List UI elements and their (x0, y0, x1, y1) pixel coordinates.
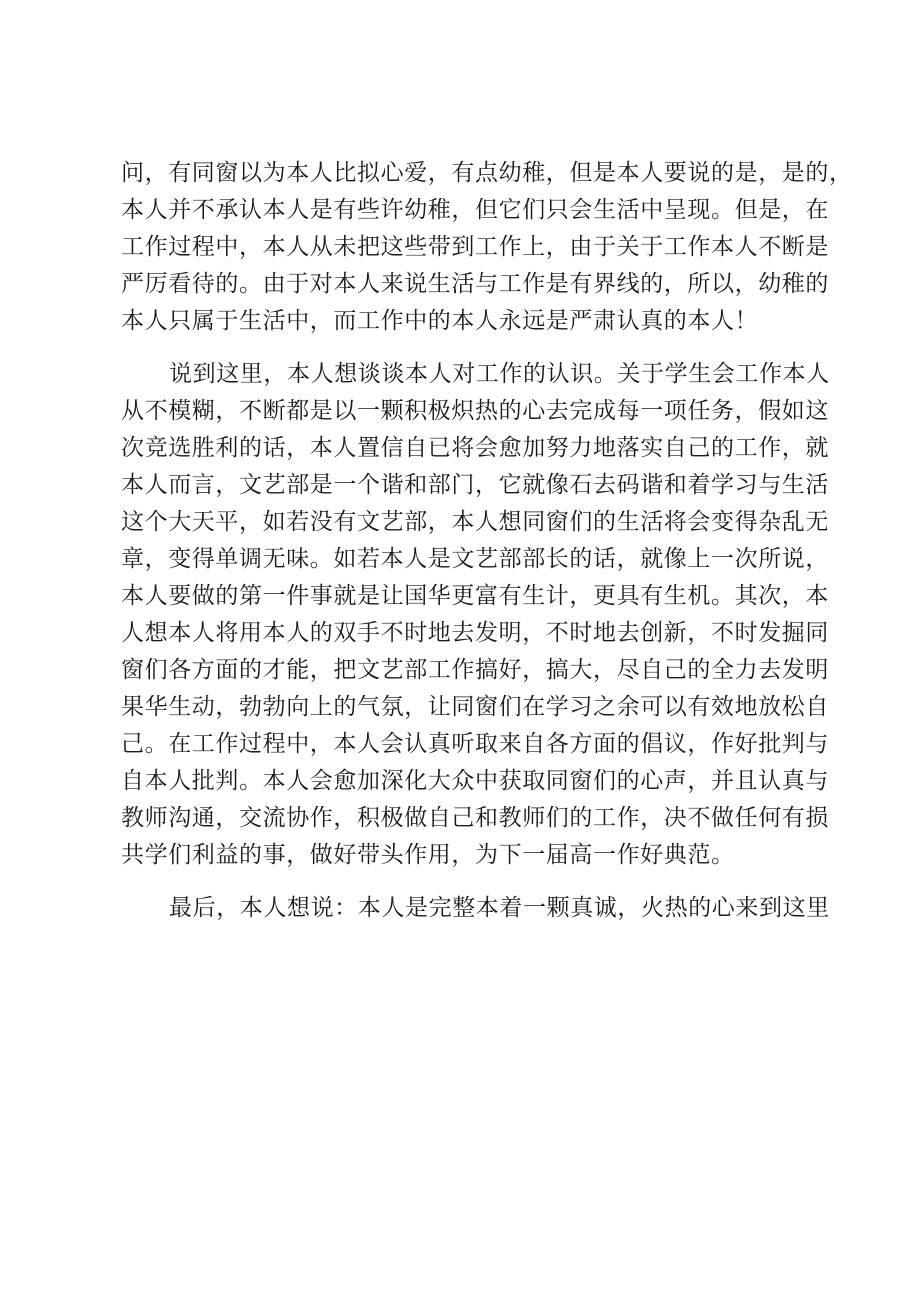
text-line: 己。在工作过程中，本人会认真听取来自各方面的倡议，作好批判与 (121, 731, 829, 757)
text-line: 这个大天平，如若没有文艺部，本人想同窗们的生活将会变得杂乱无 (121, 509, 829, 535)
paragraph-2 (121, 356, 830, 874)
text-line: 本人而言，文艺部是一个谐和部门，它就像石去码谐和着学习与生活 (121, 472, 829, 498)
paragraph-1 (121, 155, 853, 340)
text-line: 从不模糊，不断都是以一颗积极炽热的心去完成每一项任务，假如这 (121, 398, 829, 424)
paragraph-3 (121, 890, 830, 927)
text-line: 问，有同窗以为本人比拟心爱，有点幼稚，但是本人要说的是，是的， (121, 160, 853, 186)
text-line: 次竞选胜利的话，本人置信自已将会愈加努力地落实自己的工作，就 (121, 435, 829, 461)
text-line: 自本人批判。本人会愈加深化大众中获取同窗们的心声，并且认真与 (121, 768, 829, 794)
text-line: 本人并不承认本人是有些许幼稚，但它们只会生活中呈现。但是，在 (121, 197, 829, 223)
text-line: 最后，本人想说：本人是完整本着一颗真诚，火热的心来到这里 (169, 895, 830, 921)
text-line: 本人只属于生活中，而工作中的本人永远是严肃认真的本人！ (121, 308, 759, 334)
text-line: 工作过程中，本人从未把这些带到工作上，由于关于工作本人不断是 (121, 234, 829, 260)
text-line: 说到这里，本人想谈谈本人对工作的认识。关于学生会工作本人 (169, 361, 830, 387)
text-line: 人想本人将用本人的双手不时地去发明，不时地去创新，不时发掘同 (121, 620, 829, 646)
text-line: 果华生动，勃勃向上的气氛，让同窗们在学习之余可以有效地放松自 (121, 694, 829, 720)
text-line: 教师沟通，交流协作，积极做自己和教师们的工作，决不做任何有损 (121, 805, 829, 831)
text-line: 本人要做的第一件事就是让国华更富有生计，更具有生机。其次，本 (121, 583, 829, 609)
text-line: 窗们各方面的才能，把文艺部工作搞好，搞大，尽自己的全力去发明 (121, 657, 829, 683)
text-line: 章，变得单调无味。如若本人是文艺部部长的话，就像上一次所说， (121, 546, 829, 572)
text-line: 共学们利益的事，做好带头作用，为下一届高一作好典范。 (121, 842, 735, 868)
document-body (121, 155, 853, 927)
text-line: 严厉看待的。由于对本人来说生活与工作是有界线的，所以，幼稚的 (121, 271, 829, 297)
